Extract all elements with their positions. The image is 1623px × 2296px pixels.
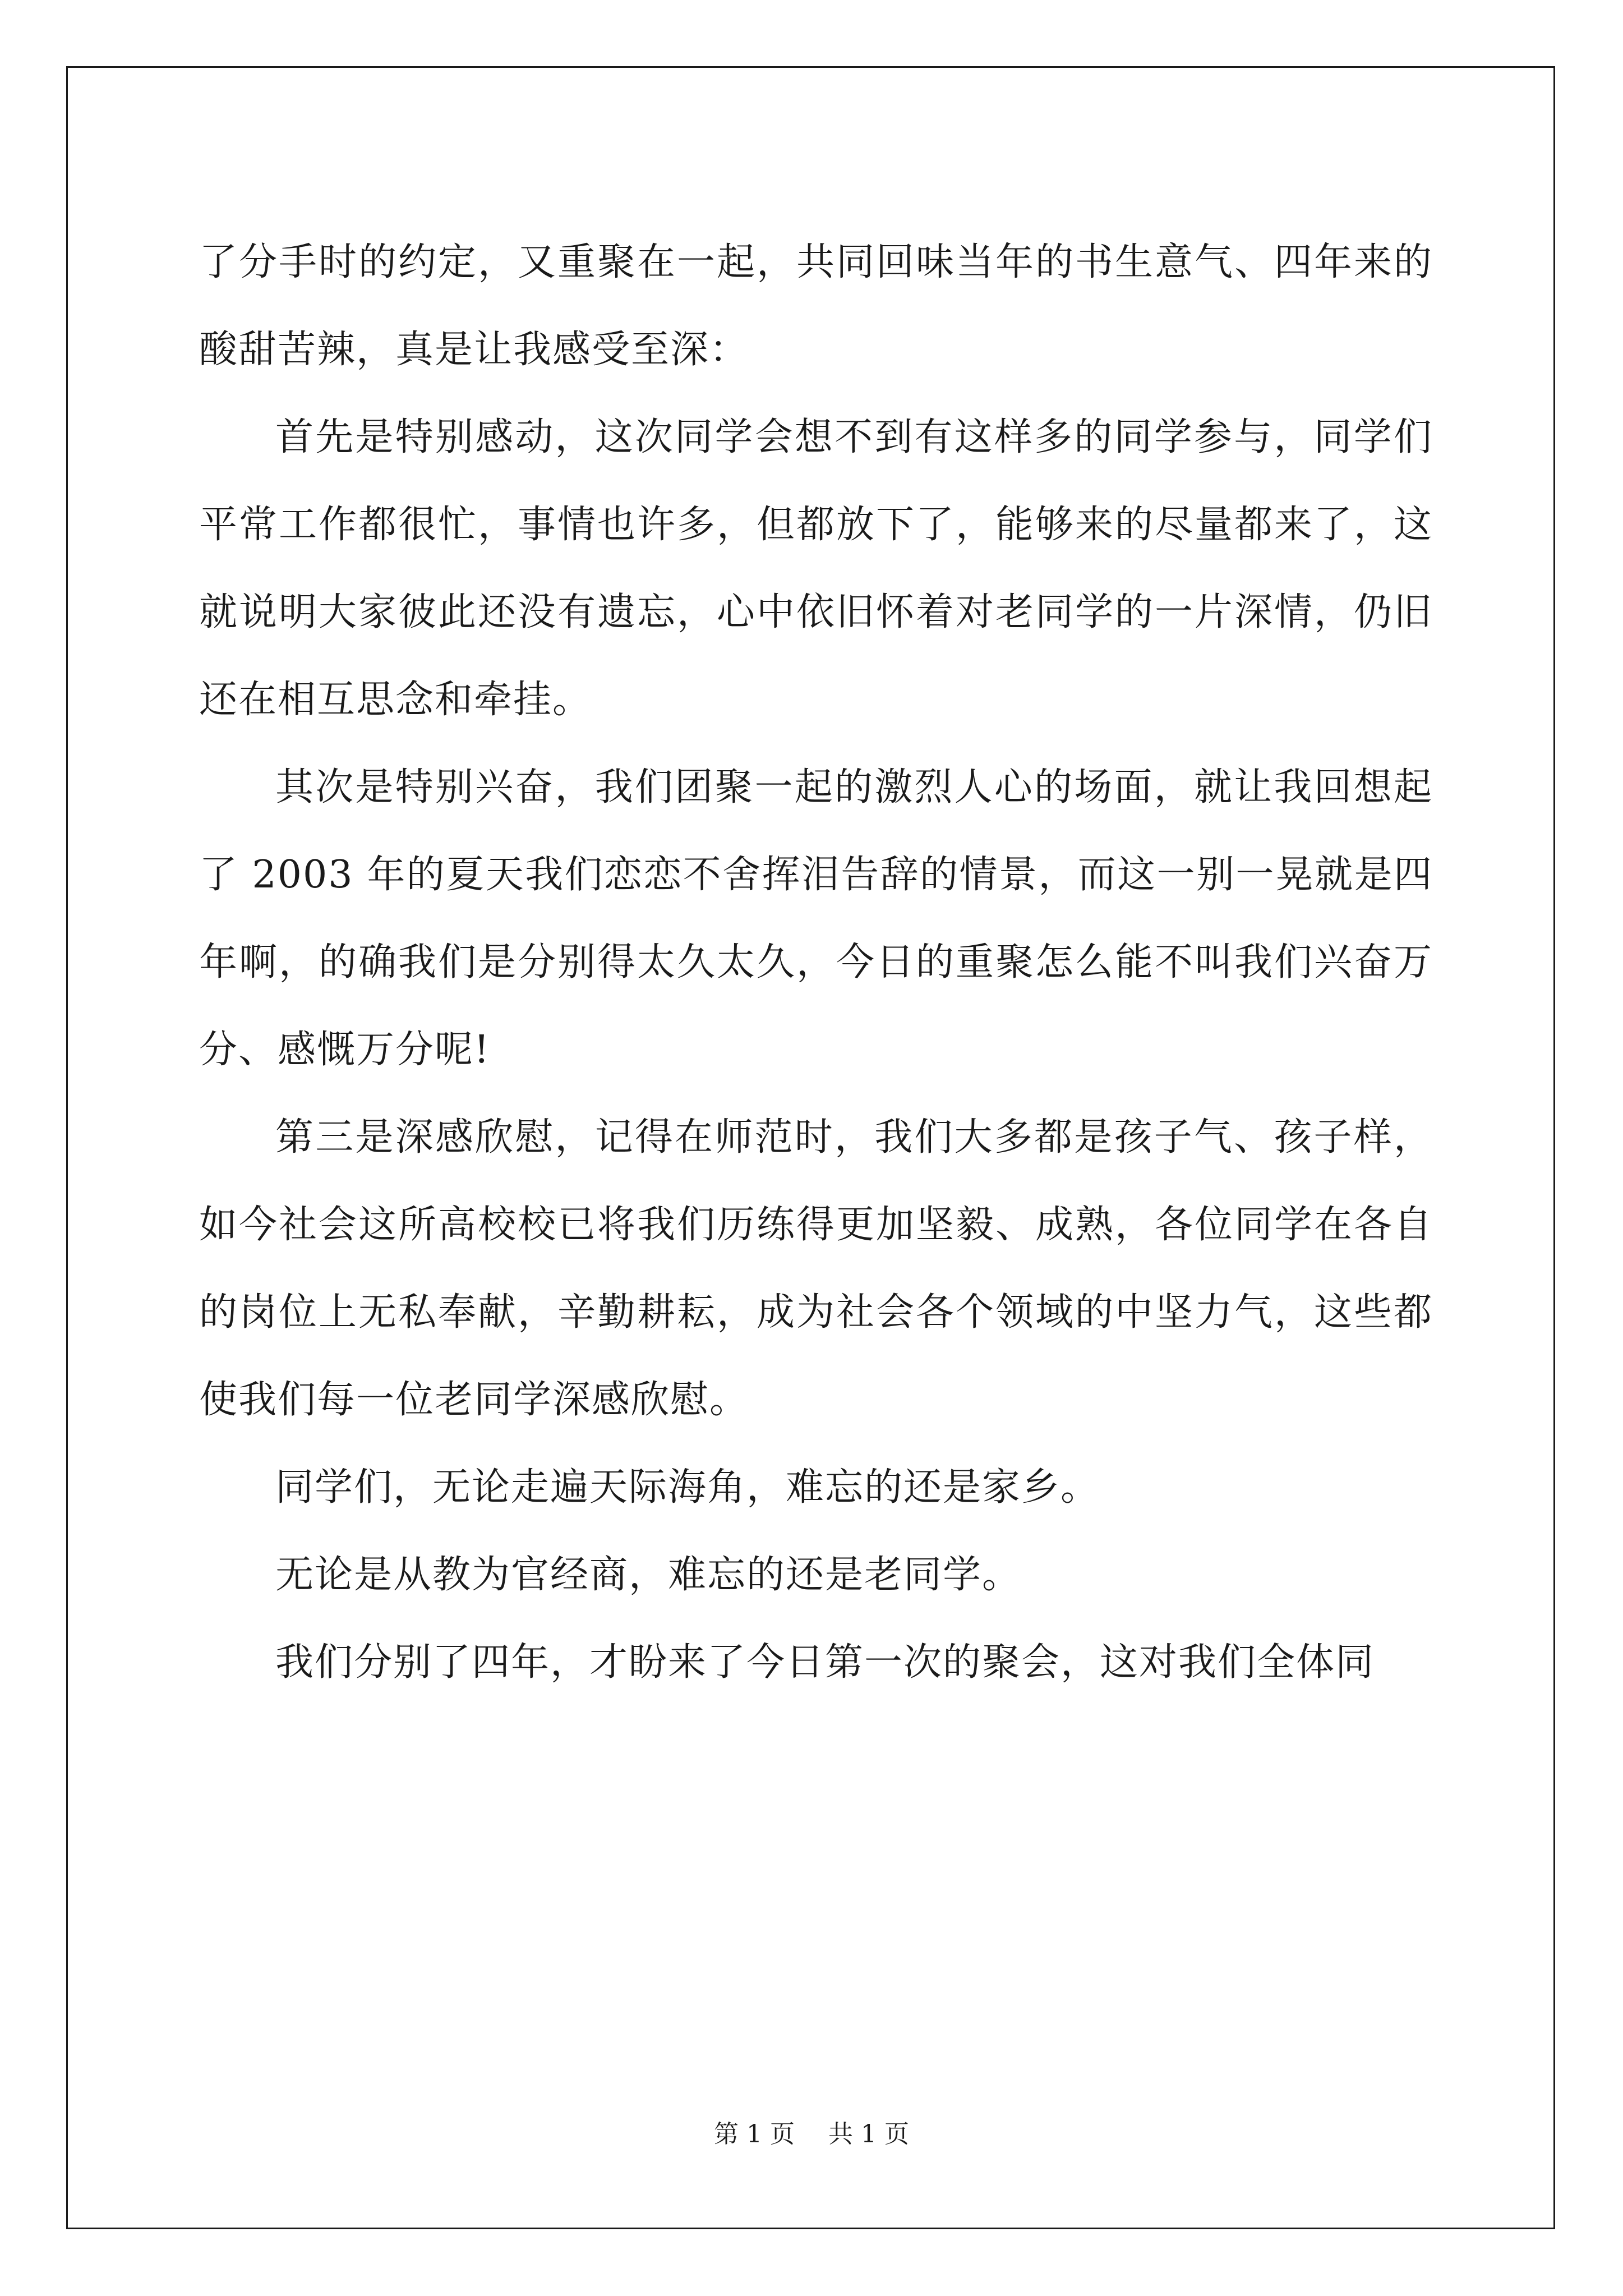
page-footer (0, 2114, 1623, 2150)
paragraph-2: 首先是特别感动，这次同学会想不到有这样多的同学参与，同学们平常工作都很忙，事情也许多，但都放下了，能够来的尽量都来了，这就说明大家彼此还没有遗忘，心中依旧怀着对老同学的一片深情，仍旧还在相互思念和牵挂。 (199, 415, 1433, 722)
page-number-current: 第 1 页 (714, 2120, 795, 2148)
paragraph-6: 无论是从教为官经商，难忘的还是老同学。 (275, 1553, 1022, 1597)
document-body (199, 219, 1433, 1706)
paragraph-1: 了分手时的约定，又重聚在一起，共同回味当年的书生意气、四年来的酸甜苦辣，真是让我感受至深： (199, 240, 1433, 372)
paragraph-4: 第三是深感欣慰，记得在师范时，我们大多都是孩子气、孩子样，如今社会这所高校校已将我们历练得更加坚毅、成熟，各位同学在各自的岗位上无私奉献，辛勤耕耘，成为社会各个领域的中坚力气，这些都使我们每一位老同学深感欣慰。 (199, 1115, 1433, 1422)
paragraph-5: 同学们，无论走遍天际海角，难忘的还是家乡。 (275, 1465, 1100, 1510)
page-number-total: 共 1 页 (828, 2120, 909, 2148)
paragraph-3: 其次是特别兴奋，我们团聚一起的激烈人心的场面，就让我回想起了 2003 年的夏天我们恋恋不舍挥泪告辞的情景，而这一别一晃就是四年啊，的确我们是分别得太久太久，今日的重聚怎么能不叫我们兴奋万分、感慨万分呢! (199, 765, 1433, 1072)
paragraph-7: 我们分别了四年，才盼来了今日第一次的聚会，这对我们全体同 (275, 1640, 1375, 1685)
